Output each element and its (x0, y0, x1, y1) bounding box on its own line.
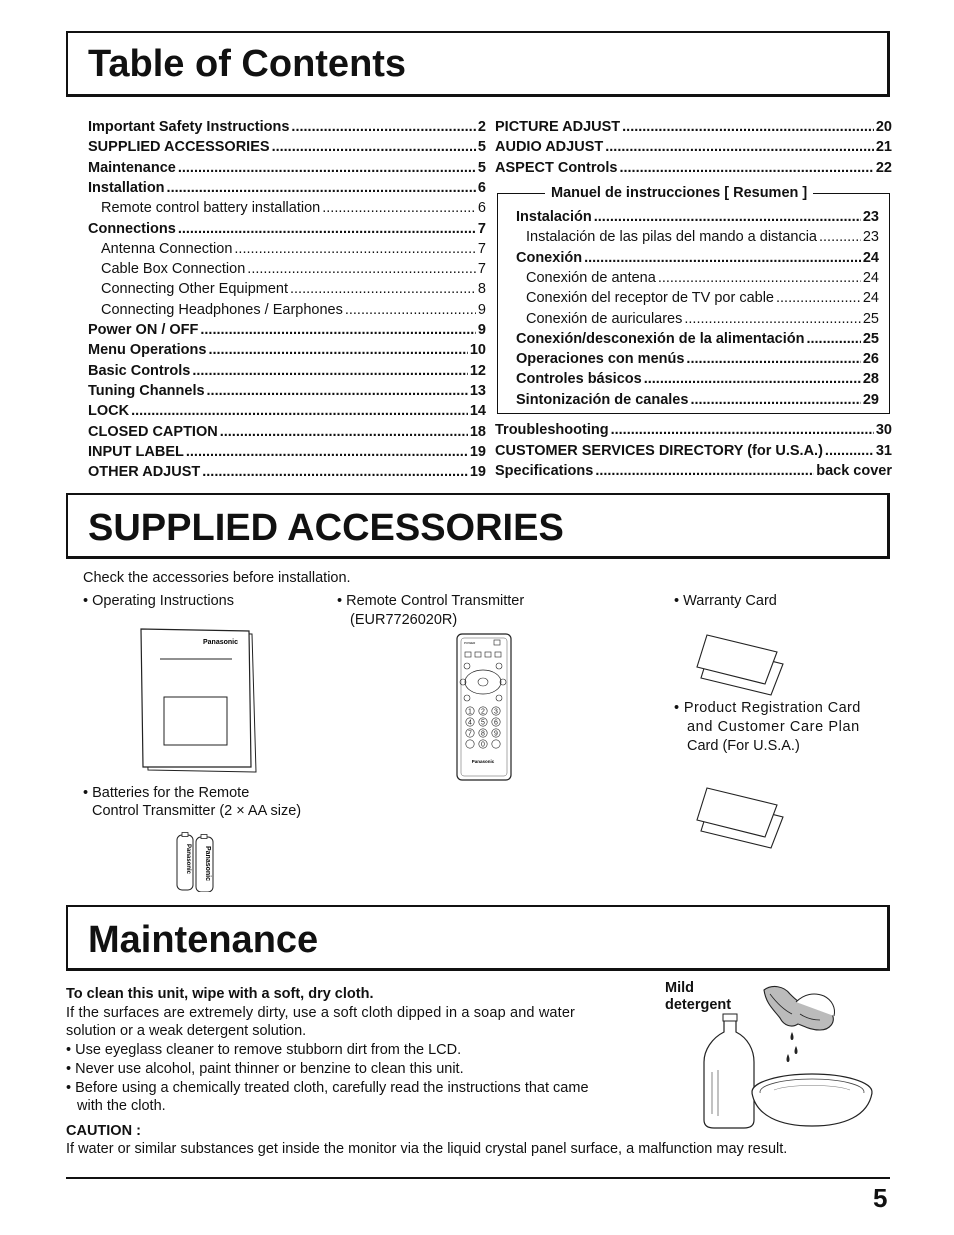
toc-entry-title: Conexión de auriculares (526, 310, 683, 327)
toc-entry (495, 441, 892, 461)
toc-entry-title: ASPECT Controls (495, 159, 618, 176)
toc-entry-page: 20 (875, 119, 892, 135)
maintenance-bullet-3-line2: with the cloth. (77, 1098, 166, 1114)
accessory-remote-label: • Remote Control Transmitter (337, 593, 525, 609)
toc-leader-dots (291, 117, 476, 137)
toc-entry-title: Installation (88, 179, 165, 196)
toc-leader-dots (690, 390, 860, 410)
toc-entry-title: Tuning Channels (88, 382, 205, 399)
accessories-banner (66, 493, 890, 559)
toc-entry-title: Troubleshooting (495, 422, 609, 438)
toc-entry-title: AUDIO ADJUST (495, 139, 604, 156)
toc-entry (88, 117, 486, 137)
maintenance-bullet-2: • Never use alcohol, paint thinner or benzine to clean this unit. (66, 1061, 464, 1077)
toc-entry (516, 248, 879, 268)
toc-entry-page: 22 (875, 159, 892, 176)
toc-entry-page: 24 (862, 249, 879, 266)
toc-leader-dots (186, 442, 468, 462)
toc-entry-page: 5 (477, 139, 486, 156)
toc-entry-page: 7 (477, 220, 486, 237)
toc-entry (101, 198, 486, 218)
toc-entry (516, 369, 879, 389)
caution-label: CAUTION : (66, 1123, 141, 1139)
toc-entry-page: 30 (875, 422, 892, 438)
toc-entry (526, 309, 879, 329)
toc-entry-page: 6 (477, 179, 486, 196)
remote-control-illustration (455, 632, 515, 782)
maintenance-paragraph-line2: solution or a weak detergent solution. (66, 1023, 307, 1039)
toc-leader-dots (290, 279, 476, 299)
accessory-registration-line1: • Product Registration Card (674, 700, 861, 716)
toc-entry-title: Conexión de antena (526, 269, 656, 286)
toc-entry (495, 461, 892, 481)
toc-entry-page: 14 (469, 403, 486, 420)
toc-entry-page: 23 (862, 209, 879, 225)
toc-entry-title: CUSTOMER SERVICES DIRECTORY (for U.S.A.) (495, 442, 823, 459)
cleaning-illustration (700, 980, 890, 1130)
toc-entry-page: 23 (862, 229, 879, 246)
toc-entry-title: Conexión (516, 249, 583, 266)
toc-leader-dots (658, 268, 861, 288)
battery1-brand: Panasonic (185, 844, 191, 875)
registration-card-illustration (695, 785, 787, 851)
accessories-intro: Check the accessories before installation. (83, 570, 351, 586)
toc-leader-dots (247, 259, 476, 279)
svg-text:0: 0 (481, 741, 485, 749)
toc-entry (495, 137, 892, 157)
toc-leader-dots (192, 361, 468, 381)
toc-entry (88, 178, 486, 198)
toc-entry-page: 19 (469, 443, 486, 460)
accessory-registration-line2: and Customer Care Plan (687, 719, 860, 735)
toc-entry-page: 7 (477, 240, 486, 257)
toc-entry-title: LOCK (88, 403, 130, 420)
toc-leader-dots (234, 239, 476, 259)
toc-entry-title: Menu Operations (88, 342, 207, 359)
toc-entry-title: Antenna Connection (101, 240, 233, 257)
booklet-brand: Panasonic (203, 639, 239, 646)
accessory-batteries-line1: • Batteries for the Remote (83, 785, 250, 801)
toc-entry-title: Sintonización de canales (516, 391, 689, 408)
toc-leader-dots (686, 349, 860, 369)
toc-entry (516, 329, 879, 349)
warranty-card-illustration (695, 632, 787, 698)
svg-text:4: 4 (468, 719, 472, 727)
toc-entry (526, 288, 879, 308)
toc-entry-title: SUPPLIED ACCESSORIES (88, 139, 270, 156)
toc-leader-dots (207, 381, 468, 401)
toc-entry-title: Maintenance (88, 159, 176, 176)
detergent-label-line1: Mild (665, 980, 694, 996)
accessory-warranty-card: • Warranty Card (674, 593, 777, 609)
detergent-label-line2: detergent (665, 997, 732, 1013)
accessory-registration-line3: Card (For U.S.A.) (687, 738, 800, 754)
toc-leader-dots (644, 369, 861, 389)
toc-leader-dots (178, 158, 476, 178)
toc-leader-dots (611, 420, 874, 440)
toc-leader-dots (819, 227, 861, 247)
toc-entry (495, 117, 892, 137)
toc-entry-page: 13 (469, 382, 486, 399)
operating-instructions-booklet-illustration (140, 628, 258, 774)
toc-entry (88, 361, 486, 381)
toc-entry (88, 462, 486, 482)
maintenance-banner (66, 905, 890, 971)
toc-entry-page: 2 (477, 119, 486, 135)
toc-entry-page: 28 (862, 371, 879, 388)
accessory-remote-model: (EUR7726020R) (350, 612, 458, 628)
toc-entry (88, 422, 486, 442)
toc-entry (516, 349, 879, 369)
svg-text:5: 5 (481, 719, 485, 727)
toc-entry-title: Operaciones con menús (516, 351, 685, 368)
maintenance-title: Maintenance (88, 919, 319, 961)
svg-text:7: 7 (468, 730, 472, 738)
caution-text: If water or similar substances get inside the monitor via the liquid crystal panel surface, a malfunction may result. (66, 1141, 788, 1157)
toc-leader-dots (594, 207, 861, 227)
toc-entry-page: 24 (862, 290, 879, 307)
toc-entry-title: Controles básicos (516, 371, 642, 388)
toc-entry-page: 25 (862, 310, 879, 327)
remote-brand: Panasonic (471, 759, 495, 764)
toc-entry-title: INPUT LABEL (88, 443, 184, 460)
toc-entry (101, 279, 486, 299)
svg-text:POWER: POWER (464, 641, 476, 645)
toc-entry-page: back cover (816, 463, 892, 479)
toc-leader-dots (684, 309, 860, 329)
toc-entry-page: 18 (469, 423, 486, 440)
toc-entry (495, 420, 892, 440)
svg-text:8: 8 (481, 730, 485, 738)
toc-entry-title: Connections (88, 220, 176, 237)
svg-text:3: 3 (494, 708, 498, 716)
toc-entry (88, 340, 486, 360)
toc-entry-page: 25 (862, 330, 879, 347)
toc-entry-title: Conexión del receptor de TV por cable (526, 290, 774, 307)
toc-entry-page: 6 (477, 200, 486, 217)
toc-entry-page: 9 (477, 322, 486, 338)
toc-leader-dots (622, 117, 874, 137)
toc-leader-dots (200, 320, 476, 340)
toc-entry-page: 24 (862, 269, 879, 286)
toc-entry (516, 390, 879, 410)
toc-leader-dots (584, 248, 861, 268)
toc-entry-page: 10 (469, 342, 486, 359)
toc-leader-dots (605, 137, 874, 157)
toc-entry-page: 31 (875, 442, 892, 459)
toc-entry-title: Cable Box Connection (101, 261, 246, 278)
toc-entry-title: PICTURE ADJUST (495, 119, 621, 135)
toc-entry (88, 219, 486, 239)
toc-entry (526, 268, 879, 288)
toc-leader-dots (619, 158, 873, 178)
toc-entry (88, 320, 486, 340)
toc-entry (516, 207, 879, 227)
toc-leader-dots (595, 461, 814, 481)
toc-entry-title: Power ON / OFF (88, 322, 199, 338)
battery2-brand: Panasonic (204, 846, 211, 882)
accessories-title: SUPPLIED ACCESSORIES (88, 507, 564, 549)
toc-leader-dots (825, 441, 874, 461)
toc-entry-title: Important Safety Instructions (88, 119, 290, 135)
toc-leader-dots (178, 219, 476, 239)
toc-leader-dots (322, 198, 476, 218)
toc-leader-dots (806, 329, 860, 349)
toc-entry-title: Specifications (495, 463, 594, 479)
toc-entry-page: 8 (477, 281, 486, 298)
toc-entry-title: Instalación (516, 209, 592, 225)
toc-entry-title: CLOSED CAPTION (88, 423, 218, 440)
toc-leader-dots (345, 300, 476, 320)
toc-entry (101, 259, 486, 279)
toc-entry-title: OTHER ADJUST (88, 464, 201, 481)
toc-entry (101, 300, 486, 320)
maintenance-paragraph-line1: If the surfaces are extremely dirty, use a soft cloth dipped in a soap and water (66, 1005, 576, 1021)
maintenance-bullet-1: • Use eyeglass cleaner to remove stubborn dirt from the LCD. (66, 1042, 462, 1058)
toc-banner (66, 31, 890, 97)
toc-entry (88, 137, 486, 157)
toc-entry-page: 19 (469, 464, 486, 481)
maintenance-heading: To clean this unit, wipe with a soft, dry cloth. (66, 986, 374, 1002)
svg-text:6: 6 (494, 719, 498, 727)
toc-entry-page: 29 (862, 391, 879, 408)
detergent-bottle-icon (704, 1020, 754, 1128)
spanish-summary-title: Manuel de instrucciones [ Resumen ] (545, 183, 813, 203)
svg-text:9: 9 (494, 730, 498, 738)
toc-entry-title: Basic Controls (88, 362, 191, 379)
toc-entry-page: 5 (477, 159, 486, 176)
toc-leader-dots (208, 340, 467, 360)
footer-rule (66, 1177, 890, 1179)
toc-entry-title: Connecting Other Equipment (101, 281, 288, 298)
toc-entry-page: 12 (469, 362, 486, 379)
toc-entry-title: Instalación de las pilas del mando a distancia (526, 229, 817, 246)
toc-leader-dots (220, 422, 468, 442)
toc-entry-page: 21 (875, 139, 892, 156)
toc-title: Table of Contents (88, 43, 407, 85)
page-number: 5 (873, 1183, 888, 1213)
toc-entry-title: Conexión/desconexión de la alimentación (516, 330, 805, 347)
toc-entry-page: 9 (477, 301, 486, 318)
toc-leader-dots (167, 178, 476, 198)
toc-leader-dots (131, 401, 468, 421)
batteries-illustration (172, 832, 220, 892)
toc-leader-dots (202, 462, 468, 482)
accessory-batteries-line2: Control Transmitter (2 × AA size) (92, 803, 302, 819)
toc-entry (526, 227, 879, 247)
toc-entry (88, 158, 486, 178)
toc-leader-dots (776, 288, 861, 308)
accessory-operating-instructions: • Operating Instructions (83, 593, 234, 609)
toc-entry (88, 381, 486, 401)
toc-entry (495, 158, 892, 178)
toc-entry-title: Connecting Headphones / Earphones (101, 301, 343, 318)
toc-leader-dots (272, 137, 476, 157)
toc-entry (88, 442, 486, 462)
maintenance-bullet-3-line1: • Before using a chemically treated cloth, carefully read the instructions that came (66, 1080, 589, 1096)
svg-text:1: 1 (468, 708, 472, 716)
toc-entry (88, 401, 486, 421)
toc-entry (101, 239, 486, 259)
toc-entry-title: Remote control battery installation (101, 200, 321, 217)
toc-entry-page: 26 (862, 351, 879, 368)
svg-text:2: 2 (481, 708, 485, 716)
toc-entry-page: 7 (477, 261, 486, 278)
